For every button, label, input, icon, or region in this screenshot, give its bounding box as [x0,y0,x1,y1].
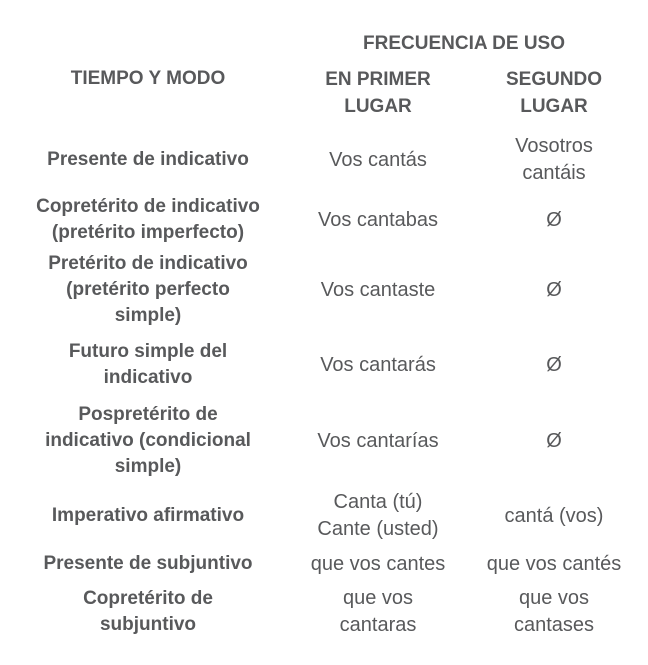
row-tiempo-line: Futuro simple del [68,341,228,362]
table-row [8,548,640,580]
row-tiempo-line: simple) [114,456,182,477]
row-tiempo-line: subjuntivo [99,614,197,635]
row-segundo [468,192,640,248]
row-tiempo [8,548,288,580]
header-primer-lugar [288,58,468,128]
row-primer-line: Canta (tú) [333,491,423,513]
row-tiempo [8,332,288,398]
row-tiempo [8,484,288,548]
header-frecuencia [288,28,640,58]
header-segundo-lugar [468,58,640,128]
row-segundo-line: Vosotros [515,135,593,157]
row-primer-line: Vos cantabas [317,208,439,231]
conjugation-table [8,28,640,644]
row-tiempo-line: (pretérito imperfecto) [51,222,245,243]
row-tiempo-line: indicativo [103,367,193,388]
header-row-top [8,28,640,58]
table-row [8,398,640,484]
row-primer-line: Vos cantarás [320,353,436,376]
table-row [8,128,640,192]
row-tiempo [8,248,288,332]
row-segundo-line: cantases [513,614,595,636]
row-tiempo-line: Copretérito de indicativo [36,196,260,217]
row-primer-line: que vos [342,587,414,609]
header-primer-lugar-line: EN PRIMER [325,69,431,90]
row-segundo [468,398,640,484]
row-segundo [468,484,640,548]
row-primer-line: que vos cantes [310,552,446,575]
row-tiempo-line: (pretérito perfecto [66,279,230,300]
row-primer-line: Vos cantaste [320,278,436,301]
row-primer-line: Vos cantarías [317,429,439,452]
row-segundo [468,332,640,398]
header-tiempo-modo-label: TIEMPO Y MODO [70,67,226,89]
row-segundo-line: Ø [546,208,562,231]
row-tiempo [8,580,288,644]
row-primer [288,398,468,484]
row-primer [288,192,468,248]
row-primer-line: Vos cantás [329,148,427,171]
row-segundo [468,248,640,332]
row-primer [288,128,468,192]
row-tiempo-line: Pretérito de indicativo [48,253,248,274]
row-segundo [468,580,640,644]
table-row [8,248,640,332]
table-row [8,484,640,548]
row-primer [288,332,468,398]
row-primer-line: cantaras [339,614,417,636]
row-primer [288,548,468,580]
table-row [8,192,640,248]
table-row [8,332,640,398]
row-primer-line: Cante (usted) [317,518,439,540]
row-tiempo-line: indicativo (condicional [45,430,251,451]
row-tiempo-line: simple) [114,305,182,326]
row-tiempo-line: Presente de subjuntivo [43,553,253,574]
row-tiempo [8,398,288,484]
row-segundo-line: que vos [518,587,590,609]
header-primer-lugar-line: LUGAR [344,96,412,117]
row-segundo-line: que vos cantés [486,552,622,575]
row-tiempo-line: Copretérito de [83,588,213,609]
row-segundo-line: cantáis [522,162,586,184]
row-primer [288,580,468,644]
row-tiempo [8,192,288,248]
row-tiempo-line: Presente de indicativo [47,149,249,170]
row-tiempo [8,128,288,192]
row-segundo-line: Ø [546,278,562,301]
row-segundo-line: cantá (vos) [504,504,604,527]
header-frecuencia-label: FRECUENCIA DE USO [363,32,565,54]
row-segundo-line: Ø [546,429,562,452]
row-tiempo-line: Imperativo afirmativo [51,505,245,526]
row-segundo [468,128,640,192]
row-segundo-line: Ø [546,353,562,376]
header-segundo-lugar-line: LUGAR [520,96,588,117]
header-segundo-lugar-line: SEGUNDO [505,69,603,90]
header-tiempo-modo [8,28,288,128]
table-row [8,580,640,644]
row-primer [288,248,468,332]
row-segundo [468,548,640,580]
row-primer [288,484,468,548]
row-tiempo-line: Pospretérito de [78,404,218,425]
